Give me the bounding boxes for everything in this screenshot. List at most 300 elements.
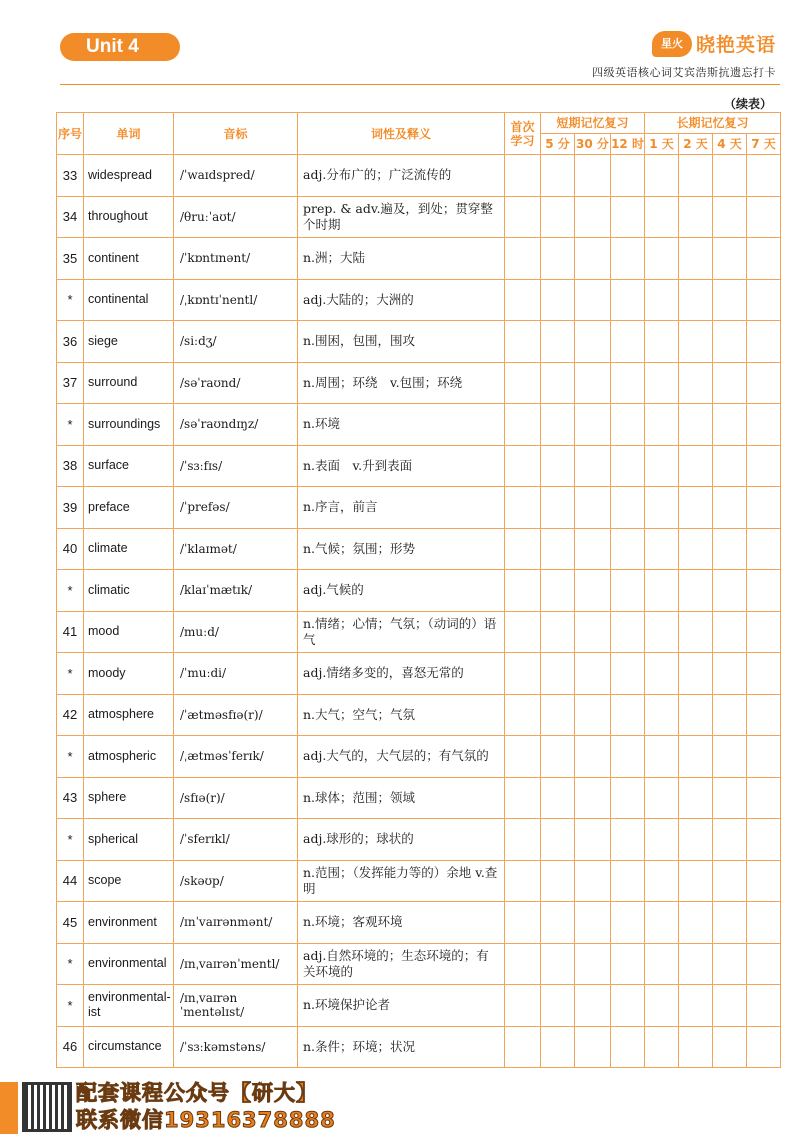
table-row (57, 943, 781, 985)
checkbox-first-study[interactable] (505, 404, 541, 446)
brand-logo-icon: 星火 (652, 31, 692, 57)
row-definition: n.围困，包围，围攻 (298, 321, 505, 363)
checkbox-1d[interactable] (645, 487, 679, 529)
checkbox-first-study[interactable] (505, 487, 541, 529)
row-phonetic: /klaɪˈmætɪk/ (174, 570, 298, 612)
row-definition: n.气候；氛围；形势 (298, 528, 505, 570)
row-definition: n.球体；范围；领域 (298, 777, 505, 819)
checkbox-30min[interactable] (575, 943, 611, 985)
checkbox-4d[interactable] (713, 653, 747, 695)
checkbox-1d[interactable] (645, 943, 679, 985)
checkbox-12h[interactable] (611, 694, 645, 736)
checkbox-30min[interactable] (575, 985, 611, 1027)
checkbox-first-study[interactable] (505, 653, 541, 695)
checkbox-first-study[interactable] (505, 570, 541, 612)
vocab-table-container (56, 112, 780, 1068)
col-header-7d: 7 天 (747, 134, 781, 155)
table-row (57, 238, 781, 280)
row-phonetic: /ɪnˌvaɪrənˈmentəlɪst/ (174, 985, 298, 1027)
table-row (57, 985, 781, 1027)
checkbox-7d[interactable] (747, 238, 781, 280)
checkbox-2d[interactable] (679, 196, 713, 238)
footer-line-2: 联系微信19316378888 (76, 1108, 336, 1132)
checkbox-7d[interactable] (747, 155, 781, 197)
checkbox-first-study[interactable] (505, 694, 541, 736)
row-phonetic: /muːd/ (174, 611, 298, 653)
row-definition: adj.气候的 (298, 570, 505, 612)
checkbox-7d[interactable] (747, 860, 781, 902)
checkbox-first-study[interactable] (505, 238, 541, 280)
row-word: surroundings (84, 404, 174, 446)
checkbox-30min[interactable] (575, 902, 611, 944)
row-number: 42 (57, 694, 84, 736)
row-definition: adj.大陆的；大洲的 (298, 279, 505, 321)
checkbox-2d[interactable] (679, 279, 713, 321)
checkbox-1d[interactable] (645, 196, 679, 238)
checkbox-first-study[interactable] (505, 362, 541, 404)
continued-label: （续表） (723, 97, 772, 111)
row-definition: n.洲；大陆 (298, 238, 505, 280)
checkbox-5min[interactable] (541, 321, 575, 363)
checkbox-4d[interactable] (713, 943, 747, 985)
checkbox-12h[interactable] (611, 155, 645, 197)
checkbox-30min[interactable] (575, 570, 611, 612)
checkbox-1d[interactable] (645, 404, 679, 446)
checkbox-4d[interactable] (713, 362, 747, 404)
checkbox-12h[interactable] (611, 611, 645, 653)
row-phonetic: /ˈsɜːfɪs/ (174, 445, 298, 487)
checkbox-5min[interactable] (541, 611, 575, 653)
checkbox-2d[interactable] (679, 777, 713, 819)
table-row (57, 196, 781, 238)
row-word: circumstance (84, 1026, 174, 1068)
table-row (57, 736, 781, 778)
checkbox-1d[interactable] (645, 362, 679, 404)
checkbox-12h[interactable] (611, 196, 645, 238)
checkbox-1d[interactable] (645, 528, 679, 570)
checkbox-2d[interactable] (679, 860, 713, 902)
col-header-word: 单词 (84, 113, 174, 155)
checkbox-2d[interactable] (679, 362, 713, 404)
row-number: * (57, 736, 84, 778)
checkbox-1d[interactable] (645, 860, 679, 902)
checkbox-1d[interactable] (645, 777, 679, 819)
checkbox-4d[interactable] (713, 238, 747, 280)
checkbox-12h[interactable] (611, 902, 645, 944)
checkbox-1d[interactable] (645, 570, 679, 612)
vocab-table (56, 112, 781, 1068)
checkbox-first-study[interactable] (505, 321, 541, 363)
checkbox-2d[interactable] (679, 528, 713, 570)
checkbox-12h[interactable] (611, 445, 645, 487)
table-row (57, 321, 781, 363)
checkbox-5min[interactable] (541, 445, 575, 487)
checkbox-30min[interactable] (575, 362, 611, 404)
checkbox-5min[interactable] (541, 404, 575, 446)
table-header-row (57, 113, 781, 134)
page-subtitle: 四级英语核心词艾宾浩斯抗遗忘打卡 (592, 66, 776, 79)
checkbox-1d[interactable] (645, 445, 679, 487)
checkbox-2d[interactable] (679, 943, 713, 985)
row-number: * (57, 279, 84, 321)
checkbox-30min[interactable] (575, 653, 611, 695)
col-header-first: 首次学习 (505, 113, 541, 155)
checkbox-30min[interactable] (575, 321, 611, 363)
checkbox-2d[interactable] (679, 819, 713, 861)
checkbox-12h[interactable] (611, 362, 645, 404)
table-row (57, 445, 781, 487)
checkbox-12h[interactable] (611, 570, 645, 612)
table-row (57, 404, 781, 446)
checkbox-4d[interactable] (713, 279, 747, 321)
checkbox-first-study[interactable] (505, 611, 541, 653)
row-number: 39 (57, 487, 84, 529)
checkbox-1d[interactable] (645, 902, 679, 944)
checkbox-5min[interactable] (541, 155, 575, 197)
row-phonetic: /ˈmuːdi/ (174, 653, 298, 695)
col-header-30min: 30 分 (575, 134, 611, 155)
brand-name: 晓艳英语 (695, 34, 776, 56)
checkbox-4d[interactable] (713, 445, 747, 487)
checkbox-first-study[interactable] (505, 528, 541, 570)
table-row (57, 860, 781, 902)
checkbox-12h[interactable] (611, 487, 645, 529)
table-row (57, 487, 781, 529)
row-word: climatic (84, 570, 174, 612)
checkbox-5min[interactable] (541, 362, 575, 404)
table-row (57, 1026, 781, 1068)
row-phonetic: /ˈkɒntɪnənt/ (174, 238, 298, 280)
checkbox-2d[interactable] (679, 902, 713, 944)
row-definition: n.大气；空气；气氛 (298, 694, 505, 736)
row-word: sphere (84, 777, 174, 819)
checkbox-30min[interactable] (575, 736, 611, 778)
row-number: 45 (57, 902, 84, 944)
checkbox-5min[interactable] (541, 860, 575, 902)
checkbox-30min[interactable] (575, 404, 611, 446)
row-definition: n.条件；环境；状况 (298, 1026, 505, 1068)
checkbox-2d[interactable] (679, 985, 713, 1027)
checkbox-5min[interactable] (541, 528, 575, 570)
checkbox-30min[interactable] (575, 279, 611, 321)
footer-accent-bar (0, 1082, 18, 1134)
checkbox-4d[interactable] (713, 1026, 747, 1068)
table-row (57, 819, 781, 861)
col-header-long: 长期记忆复习 (645, 113, 781, 134)
table-row (57, 653, 781, 695)
checkbox-12h[interactable] (611, 736, 645, 778)
row-word: mood (84, 611, 174, 653)
checkbox-5min[interactable] (541, 777, 575, 819)
checkbox-1d[interactable] (645, 611, 679, 653)
row-number: 34 (57, 196, 84, 238)
checkbox-5min[interactable] (541, 694, 575, 736)
row-definition: n.表面 v.升到表面 (298, 445, 505, 487)
row-word: siege (84, 321, 174, 363)
checkbox-7d[interactable] (747, 611, 781, 653)
checkbox-12h[interactable] (611, 279, 645, 321)
col-header-2d: 2 天 (679, 134, 713, 155)
checkbox-4d[interactable] (713, 611, 747, 653)
row-phonetic: /ɪnˈvaɪrənmənt/ (174, 902, 298, 944)
checkbox-first-study[interactable] (505, 736, 541, 778)
row-number: * (57, 985, 84, 1027)
row-word: preface (84, 487, 174, 529)
table-row (57, 362, 781, 404)
checkbox-7d[interactable] (747, 985, 781, 1027)
table-row (57, 155, 781, 197)
col-header-short: 短期记忆复习 (541, 113, 645, 134)
checkbox-7d[interactable] (747, 570, 781, 612)
checkbox-7d[interactable] (747, 321, 781, 363)
row-word: continental (84, 279, 174, 321)
row-phonetic: /ˈwaɪdspred/ (174, 155, 298, 197)
checkbox-first-study[interactable] (505, 196, 541, 238)
checkbox-4d[interactable] (713, 902, 747, 944)
checkbox-1d[interactable] (645, 694, 679, 736)
checkbox-30min[interactable] (575, 1026, 611, 1068)
col-header-ipa: 音标 (174, 113, 298, 155)
checkbox-30min[interactable] (575, 860, 611, 902)
checkbox-7d[interactable] (747, 404, 781, 446)
row-phonetic: /ˌætməsˈferɪk/ (174, 736, 298, 778)
checkbox-4d[interactable] (713, 570, 747, 612)
checkbox-1d[interactable] (645, 819, 679, 861)
checkbox-1d[interactable] (645, 279, 679, 321)
checkbox-7d[interactable] (747, 528, 781, 570)
checkbox-2d[interactable] (679, 445, 713, 487)
checkbox-7d[interactable] (747, 736, 781, 778)
checkbox-4d[interactable] (713, 155, 747, 197)
row-definition: adj.分布广的；广泛流传的 (298, 155, 505, 197)
checkbox-5min[interactable] (541, 985, 575, 1027)
col-header-no: 序号 (57, 113, 84, 155)
checkbox-5min[interactable] (541, 238, 575, 280)
checkbox-first-study[interactable] (505, 777, 541, 819)
checkbox-7d[interactable] (747, 1026, 781, 1068)
table-row (57, 279, 781, 321)
row-phonetic: /ˈprefəs/ (174, 487, 298, 529)
row-phonetic: /ˈsferɪkl/ (174, 819, 298, 861)
checkbox-5min[interactable] (541, 570, 575, 612)
checkbox-first-study[interactable] (505, 279, 541, 321)
checkbox-first-study[interactable] (505, 819, 541, 861)
row-definition: adj.情绪多变的，喜怒无常的 (298, 653, 505, 695)
checkbox-4d[interactable] (713, 860, 747, 902)
col-header-5min: 5 分 (541, 134, 575, 155)
row-number: 41 (57, 611, 84, 653)
row-phonetic: /skəʊp/ (174, 860, 298, 902)
row-word: spherical (84, 819, 174, 861)
row-number: * (57, 819, 84, 861)
checkbox-5min[interactable] (541, 1026, 575, 1068)
checkbox-12h[interactable] (611, 1026, 645, 1068)
checkbox-30min[interactable] (575, 155, 611, 197)
row-word: surround (84, 362, 174, 404)
col-header-1d: 1 天 (645, 134, 679, 155)
brand (652, 30, 776, 57)
checkbox-5min[interactable] (541, 653, 575, 695)
checkbox-4d[interactable] (713, 321, 747, 363)
table-row (57, 902, 781, 944)
checkbox-4d[interactable] (713, 819, 747, 861)
row-number: 43 (57, 777, 84, 819)
checkbox-5min[interactable] (541, 819, 575, 861)
checkbox-5min[interactable] (541, 902, 575, 944)
checkbox-12h[interactable] (611, 321, 645, 363)
row-number: 35 (57, 238, 84, 280)
checkbox-2d[interactable] (679, 155, 713, 197)
row-phonetic: /ˌkɒntɪˈnentl/ (174, 279, 298, 321)
footer-promo (76, 1080, 336, 1134)
checkbox-12h[interactable] (611, 238, 645, 280)
row-phonetic: /ˈsɜːkəmstəns/ (174, 1026, 298, 1068)
row-number: * (57, 404, 84, 446)
row-word: climate (84, 528, 174, 570)
row-definition: adj.球形的；球状的 (298, 819, 505, 861)
checkbox-30min[interactable] (575, 611, 611, 653)
checkbox-4d[interactable] (713, 487, 747, 529)
row-word: environment (84, 902, 174, 944)
checkbox-4d[interactable] (713, 736, 747, 778)
qr-code-icon (22, 1082, 72, 1132)
checkbox-30min[interactable] (575, 819, 611, 861)
checkbox-4d[interactable] (713, 985, 747, 1027)
row-phonetic: /siːdʒ/ (174, 321, 298, 363)
checkbox-2d[interactable] (679, 404, 713, 446)
checkbox-1d[interactable] (645, 1026, 679, 1068)
checkbox-first-study[interactable] (505, 943, 541, 985)
col-header-12h: 12 时 (611, 134, 645, 155)
table-row (57, 694, 781, 736)
checkbox-12h[interactable] (611, 943, 645, 985)
checkbox-7d[interactable] (747, 819, 781, 861)
checkbox-2d[interactable] (679, 487, 713, 529)
checkbox-5min[interactable] (541, 196, 575, 238)
checkbox-4d[interactable] (713, 404, 747, 446)
checkbox-4d[interactable] (713, 528, 747, 570)
row-number: * (57, 570, 84, 612)
row-phonetic: /ˈklaɪmət/ (174, 528, 298, 570)
checkbox-1d[interactable] (645, 238, 679, 280)
header-divider (60, 84, 780, 85)
row-number: 40 (57, 528, 84, 570)
checkbox-first-study[interactable] (505, 902, 541, 944)
checkbox-4d[interactable] (713, 777, 747, 819)
checkbox-first-study[interactable] (505, 860, 541, 902)
row-number: 44 (57, 860, 84, 902)
row-phonetic: /ˈætməsfɪə(r)/ (174, 694, 298, 736)
checkbox-7d[interactable] (747, 362, 781, 404)
row-definition: adj.自然环境的；生态环境的；有关环境的 (298, 943, 505, 985)
checkbox-5min[interactable] (541, 736, 575, 778)
checkbox-1d[interactable] (645, 985, 679, 1027)
checkbox-1d[interactable] (645, 155, 679, 197)
checkbox-7d[interactable] (747, 445, 781, 487)
col-header-def: 词性及释义 (298, 113, 505, 155)
checkbox-5min[interactable] (541, 487, 575, 529)
checkbox-7d[interactable] (747, 777, 781, 819)
table-row (57, 528, 781, 570)
checkbox-7d[interactable] (747, 902, 781, 944)
row-definition: prep. & adv.遍及，到处；贯穿整个时期 (298, 196, 505, 238)
row-word: continent (84, 238, 174, 280)
checkbox-12h[interactable] (611, 404, 645, 446)
row-number: 37 (57, 362, 84, 404)
checkbox-30min[interactable] (575, 528, 611, 570)
row-definition: adj.大气的，大气层的；有气氛的 (298, 736, 505, 778)
checkbox-first-study[interactable] (505, 1026, 541, 1068)
row-number: 36 (57, 321, 84, 363)
checkbox-7d[interactable] (747, 196, 781, 238)
checkbox-12h[interactable] (611, 819, 645, 861)
row-word: environmental-ist (84, 985, 174, 1027)
checkbox-2d[interactable] (679, 736, 713, 778)
checkbox-30min[interactable] (575, 196, 611, 238)
checkbox-2d[interactable] (679, 570, 713, 612)
row-word: scope (84, 860, 174, 902)
checkbox-2d[interactable] (679, 611, 713, 653)
checkbox-1d[interactable] (645, 736, 679, 778)
checkbox-2d[interactable] (679, 694, 713, 736)
checkbox-30min[interactable] (575, 694, 611, 736)
checkbox-5min[interactable] (541, 943, 575, 985)
checkbox-2d[interactable] (679, 653, 713, 695)
checkbox-7d[interactable] (747, 653, 781, 695)
row-word: throughout (84, 196, 174, 238)
checkbox-7d[interactable] (747, 487, 781, 529)
row-word: widespread (84, 155, 174, 197)
row-number: 38 (57, 445, 84, 487)
row-word: atmospheric (84, 736, 174, 778)
checkbox-5min[interactable] (541, 279, 575, 321)
checkbox-7d[interactable] (747, 694, 781, 736)
checkbox-4d[interactable] (713, 196, 747, 238)
checkbox-2d[interactable] (679, 1026, 713, 1068)
checkbox-7d[interactable] (747, 279, 781, 321)
checkbox-first-study[interactable] (505, 445, 541, 487)
checkbox-7d[interactable] (747, 943, 781, 985)
checkbox-1d[interactable] (645, 653, 679, 695)
checkbox-12h[interactable] (611, 777, 645, 819)
row-word: environmental (84, 943, 174, 985)
checkbox-30min[interactable] (575, 487, 611, 529)
checkbox-30min[interactable] (575, 445, 611, 487)
checkbox-1d[interactable] (645, 321, 679, 363)
row-definition: n.范围；（发挥能力等的）余地 v.查明 (298, 860, 505, 902)
checkbox-12h[interactable] (611, 653, 645, 695)
row-number: 46 (57, 1026, 84, 1068)
checkbox-12h[interactable] (611, 985, 645, 1027)
checkbox-30min[interactable] (575, 777, 611, 819)
row-number: * (57, 653, 84, 695)
checkbox-4d[interactable] (713, 694, 747, 736)
row-definition: n.环境保护论者 (298, 985, 505, 1027)
row-number: * (57, 943, 84, 985)
checkbox-30min[interactable] (575, 238, 611, 280)
checkbox-12h[interactable] (611, 860, 645, 902)
checkbox-first-study[interactable] (505, 155, 541, 197)
row-definition: n.周围；环绕 v.包围；环绕 (298, 362, 505, 404)
row-phonetic: /ɪnˌvaɪrənˈmentl/ (174, 943, 298, 985)
checkbox-12h[interactable] (611, 528, 645, 570)
unit-label: Unit 4 (60, 33, 180, 61)
col-header-4d: 4 天 (713, 134, 747, 155)
row-word: surface (84, 445, 174, 487)
checkbox-2d[interactable] (679, 238, 713, 280)
checkbox-2d[interactable] (679, 321, 713, 363)
checkbox-first-study[interactable] (505, 985, 541, 1027)
